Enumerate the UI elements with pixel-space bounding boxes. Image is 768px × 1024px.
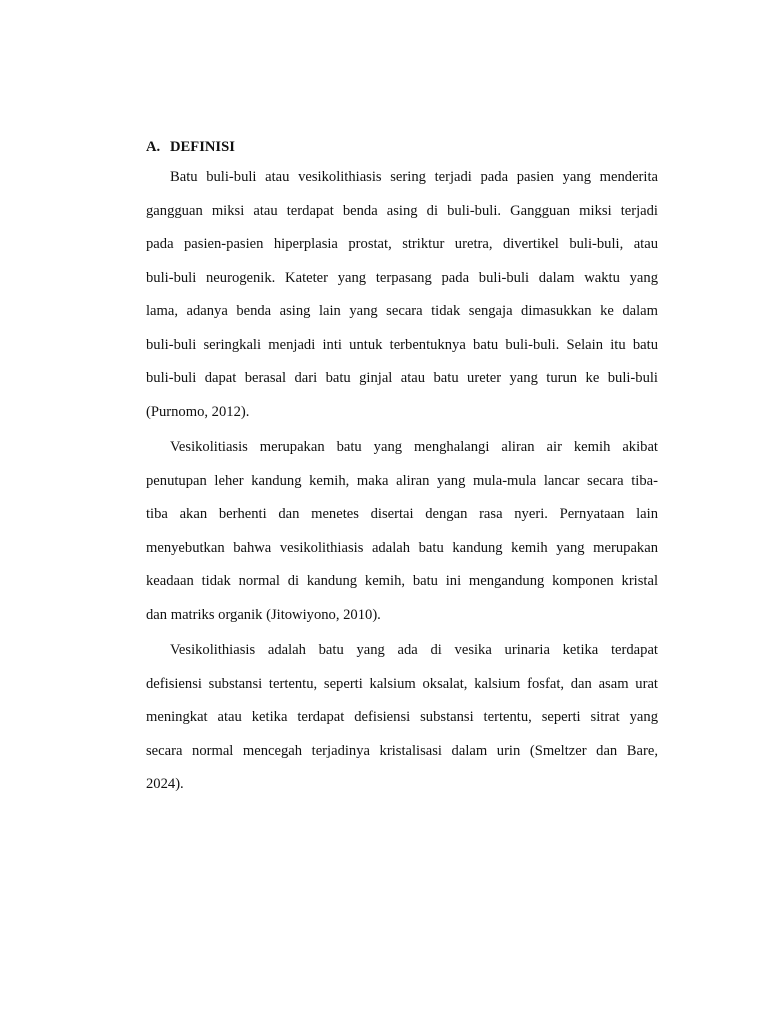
paragraph-line: buli-buli neurogenik. Kateter yang terpasang pada buli-buli dalam waktu yang bbox=[146, 269, 658, 286]
paragraph-line: Batu buli-buli atau vesikolithiasis sering terjadi pada pasien yang menderita bbox=[170, 169, 658, 185]
paragraph bbox=[146, 639, 658, 807]
paragraph-line: menyebutkan bahwa vesikolithiasis adalah batu kandung kemih yang merupakan bbox=[146, 539, 658, 556]
paragraph-line: keadaan tidak normal di kandung kemih, batu ini mengandung komponen kristal bbox=[146, 573, 658, 589]
paragraph-line: 2024). bbox=[146, 776, 184, 792]
paragraph-line: Vesikolithiasis adalah batu yang ada di vesika urinaria ketika terdapat bbox=[170, 642, 658, 658]
paragraph-line: tiba akan berhenti dan menetes disertai dengan rasa nyeri. Pernyataan lain bbox=[146, 506, 658, 522]
paragraph-container bbox=[146, 166, 658, 807]
document-body bbox=[146, 136, 658, 809]
paragraph-line: pada pasien-pasien hiperplasia prostat, striktur uretra, divertikel buli-buli, atau bbox=[146, 236, 658, 252]
section-title: DEFINISI bbox=[170, 139, 235, 155]
paragraph-line: meningkat atau ketika terdapat defisiensi substansi tertentu, seperti sitrat yang bbox=[146, 709, 658, 725]
paragraph-line: Vesikolitiasis merupakan batu yang menghalangi aliran air kemih akibat bbox=[170, 439, 658, 455]
paragraph-line: defisiensi substansi tertentu, seperti kalsium oksalat, kalsium fosfat, dan asam urat bbox=[146, 675, 658, 692]
paragraph-line: dan matriks organik (Jitowiyono, 2010). bbox=[146, 606, 381, 623]
paragraph-line: (Purnomo, 2012). bbox=[146, 403, 250, 420]
paragraph-line: lama, adanya benda asing lain yang secara tidak sengaja dimasukkan ke dalam bbox=[146, 303, 658, 319]
paragraph-line: buli-buli seringkali menjadi inti untuk terbentuknya batu buli-buli. Selain itu batu bbox=[146, 336, 658, 353]
paragraph bbox=[146, 436, 658, 637]
paragraph bbox=[146, 166, 658, 434]
section-number: A. bbox=[146, 139, 161, 155]
paragraph-line: secara normal mencegah terjadinya kristalisasi dalam urin (Smeltzer dan Bare, bbox=[146, 742, 658, 759]
paragraph-line: gangguan miksi atau terdapat benda asing di buli-buli. Gangguan miksi terjadi bbox=[146, 202, 658, 219]
paragraph-line: buli-buli dapat berasal dari batu ginjal atau batu ureter yang turun ke buli-buli bbox=[146, 370, 658, 386]
section-heading bbox=[146, 136, 658, 158]
paragraph-line: penutupan leher kandung kemih, maka aliran yang mula-mula lancar secara tiba- bbox=[146, 472, 658, 489]
